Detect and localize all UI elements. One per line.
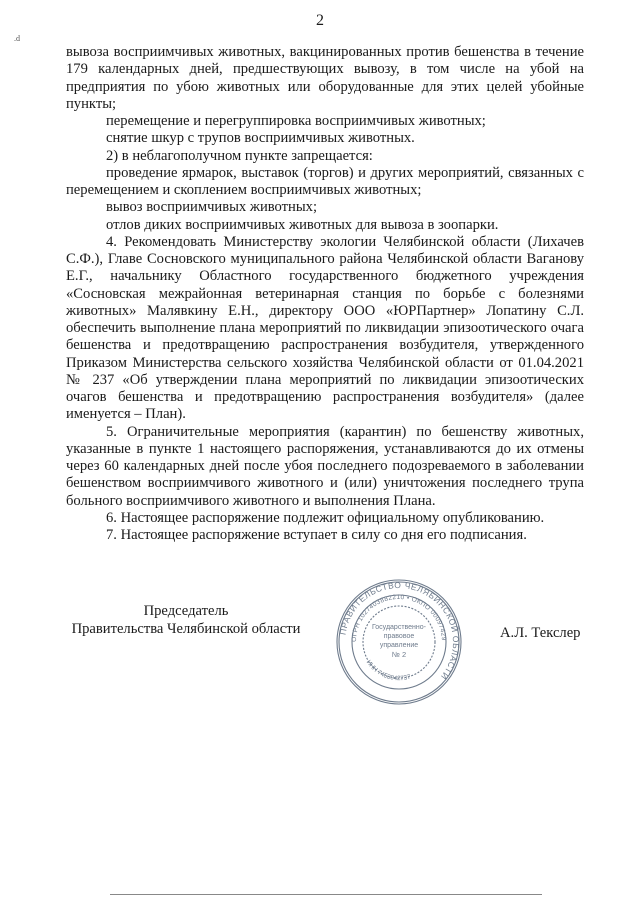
document-body xyxy=(66,44,584,544)
seal-center-line: управление xyxy=(379,642,419,649)
signatory-title-line: Правительства Челябинской области xyxy=(71,620,301,637)
paragraph: 5. Ограничительные мероприятия (карантин) по бешенству животных, указанные в пункте 1 настоящего распоряжения, устанавливаются до их отмены через 60 календарных дней после убоя последнего подозреваемого в заболевании бешенством восприимчивого животного и (или) уничтожения последнего трупа больного восприимчивого животного и выполнения Плана. xyxy=(66,423,584,509)
seal-center-line: № 2 xyxy=(391,650,407,659)
seal-outer-text: ПРАВИТЕЛЬСТВО ЧЕЛЯБИНСКОЙ ОБЛАСТИ xyxy=(337,579,462,682)
seal-graphic xyxy=(334,577,464,707)
paragraph: перемещение и перегруппировка восприимчивых животных; xyxy=(106,113,486,129)
page-number: 2 xyxy=(316,12,324,29)
paragraph: 7. Настоящее распоряжение вступает в силу со дня его подписания. xyxy=(106,527,527,543)
paragraph: отлов диких восприимчивых животных для вывоза в зоопарки. xyxy=(106,216,499,233)
paragraph: проведение ярмарок, выставок (торгов) и других мероприятий, связанных с перемещением и скоплением восприимчивых животных; xyxy=(66,164,584,198)
signatory-name: А.Л. Текслер xyxy=(500,625,581,641)
paragraph: 4. Рекомендовать Министерству экологии Челябинской области (Лихачев С.Ф.), Главе Сосновского муниципального района Челябинской области Ваганову Е.Г., начальнику Областного государственного бюджетного учреждения «Сосновская межрайонная ветеринарная станция по борьбе с болезнями животных» Малявкину Е.Н., директору ООО «ЮРПартнер» Лопатину С.Л. обеспечить выполнение плана мероприятий по ликвидации эпизоотического очага бешенства и предотвращению распространения возбудителя, утвержденного Приказом Министерства сельского хозяйства Челябинской области от 01.04.2021 № 237 «Об утверждении плана мероприятий по ликвидации эпизоотических очагов бешенства и предотвращению распространения возбудителя» (далее именуется – План). xyxy=(66,233,584,423)
signatory-title-line: Председатель xyxy=(143,603,229,619)
seal-center-line: Государственно- xyxy=(371,624,427,631)
official-seal xyxy=(334,577,464,707)
seal-inner-text: ОГРН 1027403882210 • ОКПО 00097429 xyxy=(350,593,448,643)
paragraph: вывоза восприимчивых животных, вакцинированных против бешенства в течение 179 календарных дней, предшествующих вывозу, в том числе на убой на предприятия по убою животных или оборудованные для этих целей убойные пункты; xyxy=(66,44,584,112)
paragraph: 6. Настоящее распоряжение подлежит официальному опубликованию. xyxy=(106,509,545,526)
paragraph: 2) в неблагополучном пункте запрещается: xyxy=(106,147,373,164)
corner-mark: .d xyxy=(14,34,20,43)
footer-divider xyxy=(110,894,542,895)
paragraph: вывоз восприимчивых животных; xyxy=(106,199,318,216)
paragraph: снятие шкур с трупов восприимчивых животных. xyxy=(106,130,415,147)
seal-center-line: правовое xyxy=(383,633,415,640)
seal-inn-text: ИНН 7453042737 xyxy=(364,658,412,683)
signatory-title xyxy=(66,603,306,638)
